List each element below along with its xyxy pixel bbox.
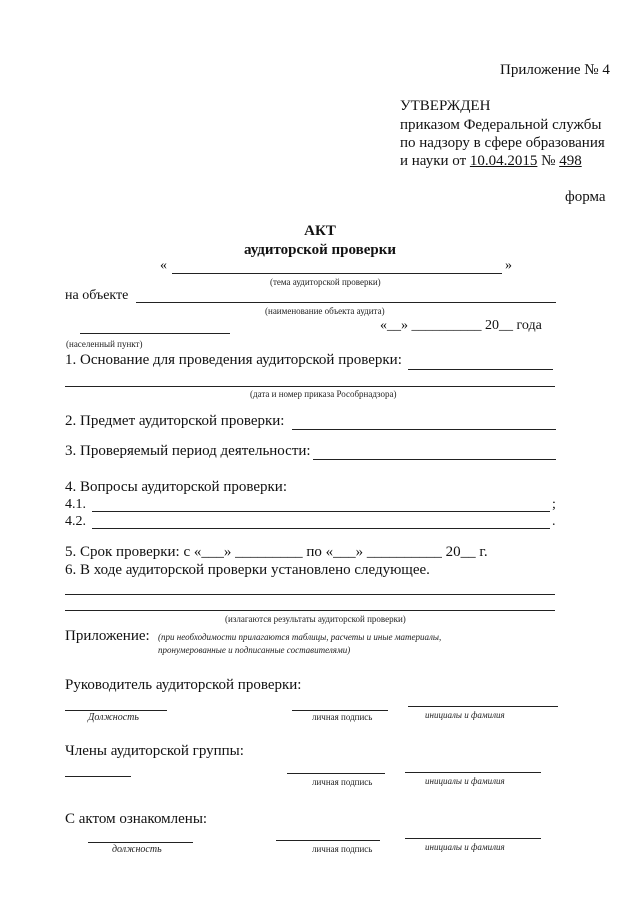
question-4-2-label: 4.2. <box>65 514 86 529</box>
topic-open-quote: « <box>160 258 167 273</box>
members-label: Члены аудиторской группы: <box>65 743 244 759</box>
head-initials-line[interactable] <box>408 706 558 707</box>
section-5-label: 5. Срок проверки: с «___» _________ по «___» __________ 20__ г. <box>65 544 488 560</box>
topic-field-line[interactable] <box>172 273 502 274</box>
section-2-field-line[interactable] <box>292 429 556 430</box>
attachment-note-2: пронумерованные и подписанные составителями) <box>158 645 351 655</box>
approval-line-1: приказом Федеральной службы <box>400 117 602 133</box>
ack-sign-caption: личная подпись <box>312 844 373 854</box>
section-6-field-line-2[interactable] <box>65 610 555 611</box>
members-position-line[interactable] <box>65 776 131 777</box>
head-sign-caption: личная подпись <box>312 712 373 722</box>
approval-date: 10.04.2015 <box>469 153 538 169</box>
section-3-field-line[interactable] <box>313 459 556 460</box>
members-initials-caption: инициалы и фамилия <box>425 776 505 786</box>
section-1-caption: (дата и номер приказа Рособрнадзора) <box>250 389 397 399</box>
approved-label: УТВЕРЖДЕН <box>400 98 491 114</box>
members-initials-line[interactable] <box>405 772 541 773</box>
approval-prefix: и науки от <box>400 153 470 169</box>
question-4-2-end: . <box>552 514 556 529</box>
approval-line-3 <box>400 153 582 170</box>
form-label: форма <box>565 189 606 205</box>
section-6-field-line-1[interactable] <box>65 594 555 595</box>
head-initials-caption: инициалы и фамилия <box>425 710 505 720</box>
appendix-label: Приложение № 4 <box>500 62 610 78</box>
section-3-label: 3. Проверяемый период деятельности: <box>65 443 311 459</box>
section-1-field-line[interactable] <box>408 369 553 370</box>
document-subtitle: аудиторской проверки <box>243 242 397 258</box>
document-title: АКТ <box>304 223 336 239</box>
object-field-line[interactable] <box>136 302 556 303</box>
place-caption: (населенный пункт) <box>66 339 143 349</box>
ack-sign-line[interactable] <box>276 840 380 841</box>
head-sign-line[interactable] <box>292 710 388 711</box>
topic-caption: (тема аудиторской проверки) <box>270 277 381 287</box>
attachment-label: Приложение: <box>65 628 150 644</box>
approval-number: 498 <box>559 153 582 169</box>
act-date: «__» __________ 20__ года <box>380 318 542 333</box>
members-sign-caption: личная подпись <box>312 777 373 787</box>
ack-label: С актом ознакомлены: <box>65 811 208 827</box>
ack-initials-caption: инициалы и фамилия <box>425 842 505 852</box>
question-4-1-field-line[interactable] <box>92 511 550 512</box>
section-1-field-line-2[interactable] <box>65 386 555 387</box>
place-field-line[interactable] <box>80 333 230 334</box>
question-4-2-field-line[interactable] <box>92 528 550 529</box>
approval-line-2: по надзору в сфере образования <box>400 135 605 151</box>
section-1-label: 1. Основание для проведения аудиторской проверки: <box>65 352 402 368</box>
question-4-1-label: 4.1. <box>65 497 86 512</box>
section-6-caption: (излагаются результаты аудиторской проверки) <box>225 614 406 624</box>
object-label: на объекте <box>65 288 129 303</box>
section-2-label: 2. Предмет аудиторской проверки: <box>65 413 285 429</box>
head-position-caption: Должность <box>88 712 139 723</box>
section-4-label: 4. Вопросы аудиторской проверки: <box>65 479 287 495</box>
section-6-label: 6. В ходе аудиторской проверки установлено следующее. <box>65 562 430 578</box>
topic-close-quote: » <box>505 258 512 273</box>
members-sign-line[interactable] <box>287 773 385 774</box>
ack-position-line[interactable] <box>88 842 193 843</box>
head-position-line[interactable] <box>65 710 167 711</box>
question-4-1-end: ; <box>552 497 556 512</box>
approval-num-sign: № <box>537 153 560 169</box>
head-label: Руководитель аудиторской проверки: <box>65 677 302 693</box>
object-caption: (наименование объекта аудита) <box>265 306 385 316</box>
attachment-note-1: (при необходимости прилагаются таблицы, расчеты и иные материалы, <box>158 632 442 642</box>
ack-initials-line[interactable] <box>405 838 541 839</box>
ack-position-caption: должность <box>112 844 162 855</box>
